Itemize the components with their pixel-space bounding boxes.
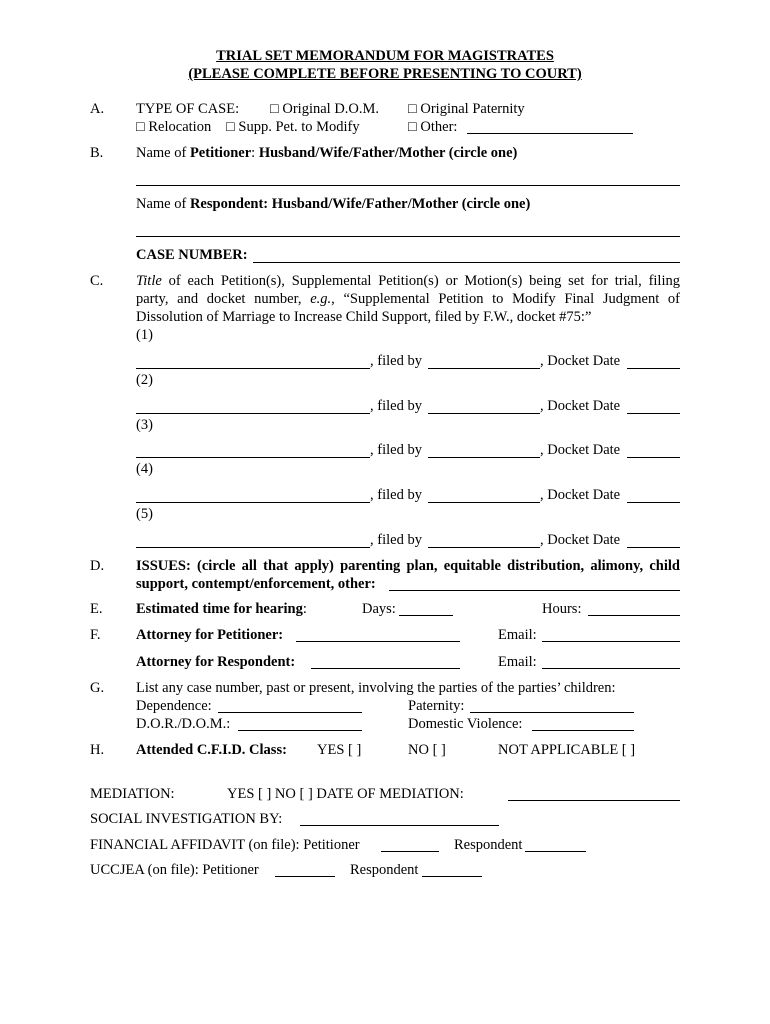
- option-other[interactable]: □ Other:: [408, 119, 458, 135]
- domestic-violence-label: Domestic Violence:: [408, 716, 523, 732]
- filed-by-line[interactable]: [428, 547, 540, 548]
- petition-title-line[interactable]: [136, 457, 370, 458]
- paternity-label: Paternity:: [408, 698, 465, 714]
- uccjea-petitioner-line[interactable]: [275, 876, 335, 877]
- social-investigation-line[interactable]: [300, 825, 499, 826]
- financial-affidavit-label: FINANCIAL AFFIDAVIT (on file): Petitioner: [90, 837, 360, 853]
- docket-date-label: , Docket Date: [540, 353, 621, 369]
- docket-date-label: , Docket Date: [540, 442, 621, 458]
- email-label: Email:: [498, 654, 537, 670]
- cfid-na-checkbox[interactable]: NOT APPLICABLE [ ]: [498, 742, 636, 758]
- respondent-email-line[interactable]: [542, 668, 680, 669]
- section-c-letter: C.: [90, 273, 104, 289]
- option-original-paternity[interactable]: □ Original Paternity: [408, 101, 525, 117]
- docket-date-line[interactable]: [627, 413, 680, 414]
- docket-date-line[interactable]: [627, 368, 680, 369]
- section-c-line1: Title of each Petition(s), Supplemental Petition(s) or Motion(s) being set for trial, filing: [136, 273, 680, 289]
- docket-date-label: , Docket Date: [540, 398, 621, 414]
- docket-date-line[interactable]: [627, 457, 680, 458]
- docket-date-line[interactable]: [627, 547, 680, 548]
- email-label: Email:: [498, 627, 537, 643]
- uccjea-respondent-label: Respondent: [350, 862, 419, 878]
- attorney-respondent-line[interactable]: [311, 668, 460, 669]
- docket-date-line[interactable]: [627, 502, 680, 503]
- financial-respondent-line[interactable]: [525, 851, 586, 852]
- filed-by-line[interactable]: [428, 413, 540, 414]
- section-c-line2: party, and docket number, e.g., “Supplemental Petition to Modify Final Judgment of: [136, 291, 680, 307]
- section-b-letter: B.: [90, 145, 104, 161]
- entry-number: (1): [136, 327, 153, 343]
- other-input-line[interactable]: [467, 133, 633, 134]
- attorney-respondent-label: Attorney for Respondent:: [136, 654, 296, 670]
- section-a-letter: A.: [90, 101, 105, 117]
- issues-other-line[interactable]: [389, 590, 680, 591]
- cfid-no-checkbox[interactable]: NO [ ]: [408, 742, 446, 758]
- petitioner-name-line[interactable]: [136, 185, 680, 186]
- entry-number: (3): [136, 417, 153, 433]
- form-subtitle: (PLEASE COMPLETE BEFORE PRESENTING TO COURT): [188, 66, 582, 82]
- days-label: Days:: [362, 601, 396, 617]
- case-number-line[interactable]: [253, 262, 680, 263]
- financial-petitioner-line[interactable]: [381, 851, 439, 852]
- section-e-letter: E.: [90, 601, 103, 617]
- filed-by-line[interactable]: [428, 368, 540, 369]
- issues-line2: support, contempt/enforcement, other:: [136, 576, 376, 592]
- entry-number: (5): [136, 506, 153, 522]
- petition-title-line[interactable]: [136, 547, 370, 548]
- financial-respondent-label: Respondent: [454, 837, 523, 853]
- section-d-letter: D.: [90, 558, 105, 574]
- filed-by-label: , filed by: [370, 442, 422, 458]
- paternity-line[interactable]: [470, 712, 634, 713]
- uccjea-respondent-line[interactable]: [422, 876, 482, 877]
- filed-by-line[interactable]: [428, 457, 540, 458]
- days-line[interactable]: [399, 615, 453, 616]
- hours-line[interactable]: [588, 615, 680, 616]
- filed-by-label: , filed by: [370, 532, 422, 548]
- filed-by-label: , filed by: [370, 398, 422, 414]
- section-c-line3: Dissolution of Marriage to Increase Child Support, filed by F.W., docket #75:”: [136, 309, 592, 325]
- hours-label: Hours:: [542, 601, 582, 617]
- section-h-letter: H.: [90, 742, 105, 758]
- respondent-name-line[interactable]: [136, 236, 680, 237]
- domestic-violence-line[interactable]: [532, 730, 634, 731]
- attorney-petitioner-line[interactable]: [296, 641, 460, 642]
- cfid-class-label: Attended C.F.I.D. Class:: [136, 742, 287, 758]
- filed-by-line[interactable]: [428, 502, 540, 503]
- docket-date-label: , Docket Date: [540, 487, 621, 503]
- petition-title-line[interactable]: [136, 413, 370, 414]
- respondent-name-label: Name of Respondent: Husband/Wife/Father/Mother (circle one): [136, 196, 531, 212]
- dependence-line[interactable]: [218, 712, 362, 713]
- option-original-dom[interactable]: □ Original D.O.M.: [270, 101, 380, 117]
- section-g-letter: G.: [90, 680, 105, 696]
- social-investigation-label: SOCIAL INVESTIGATION BY:: [90, 811, 283, 827]
- cfid-yes-checkbox[interactable]: YES [ ]: [317, 742, 362, 758]
- uccjea-label: UCCJEA (on file): Petitioner: [90, 862, 259, 878]
- section-f-letter: F.: [90, 627, 101, 643]
- estimated-time-label: Estimated time for hearing:: [136, 601, 307, 617]
- dor-dom-line[interactable]: [238, 730, 362, 731]
- attorney-petitioner-label: Attorney for Petitioner:: [136, 627, 284, 643]
- mediation-date-line[interactable]: [508, 800, 680, 801]
- entry-number: (4): [136, 461, 153, 477]
- type-of-case-label: TYPE OF CASE:: [136, 101, 240, 117]
- option-relocation[interactable]: □ Relocation: [136, 119, 212, 135]
- issues-line1: ISSUES: (circle all that apply) parenting plan, equitable distribution, alimony, child: [136, 558, 680, 574]
- entry-number: (2): [136, 372, 153, 388]
- petition-title-line[interactable]: [136, 502, 370, 503]
- petitioner-email-line[interactable]: [542, 641, 680, 642]
- docket-date-label: , Docket Date: [540, 532, 621, 548]
- case-list-intro: List any case number, past or present, involving the parties of the parties’ children:: [136, 680, 616, 696]
- form-title: TRIAL SET MEMORANDUM FOR MAGISTRATES: [216, 48, 554, 64]
- dor-dom-label: D.O.R./D.O.M.:: [136, 716, 231, 732]
- mediation-options[interactable]: YES [ ] NO [ ] DATE OF MEDIATION:: [227, 786, 464, 802]
- mediation-label: MEDIATION:: [90, 786, 175, 802]
- petition-title-line[interactable]: [136, 368, 370, 369]
- filed-by-label: , filed by: [370, 353, 422, 369]
- filed-by-label: , filed by: [370, 487, 422, 503]
- option-supp-pet-modify[interactable]: □ Supp. Pet. to Modify: [226, 119, 360, 135]
- case-number-label: CASE NUMBER:: [136, 247, 248, 263]
- dependence-label: Dependence:: [136, 698, 212, 714]
- petitioner-name-label: Name of Petitioner: Husband/Wife/Father/Mother (circle one): [136, 145, 518, 161]
